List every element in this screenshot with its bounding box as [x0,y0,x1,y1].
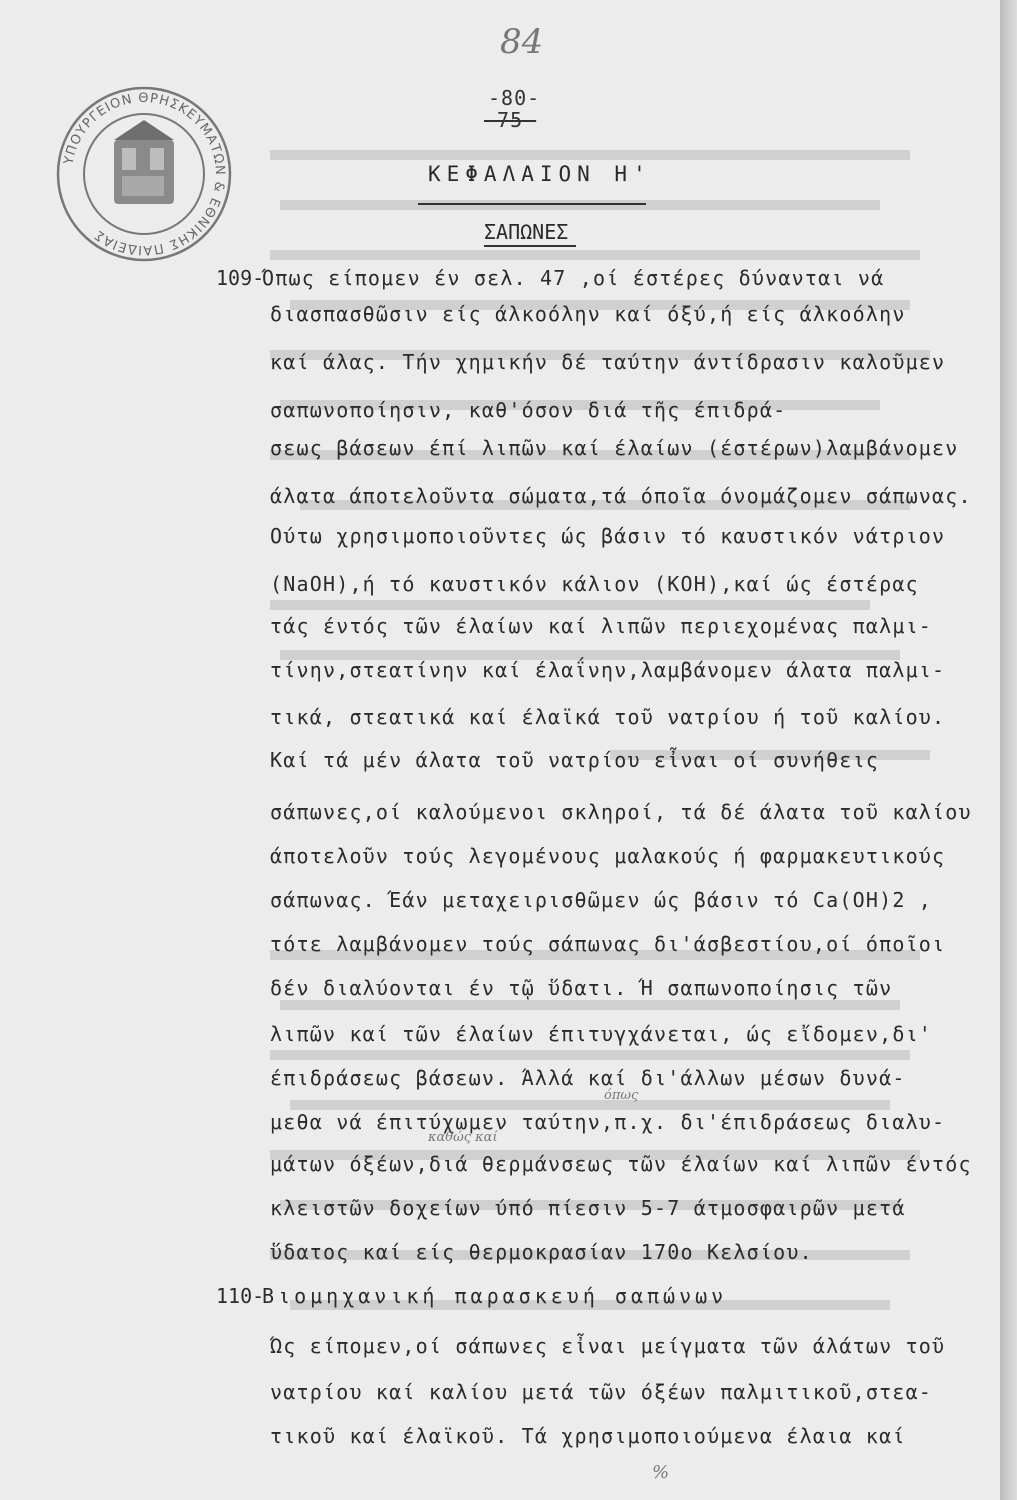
body-line: δέν διαλύονται έν τῷ ὕδατι. Ή σαπωνοποίησις τῶν [270,976,893,1000]
body-line: σαπωνοποίησιν, καθ'όσον διά τῆς έπιδρά- [270,398,787,422]
handwritten-insert: όπως [604,1088,639,1103]
body-line: τίνην,στεατίνην καί έλαΐνην,λαμβάνομεν άλατα παλμι- [270,658,946,682]
page-edge [1000,0,1017,1500]
handwritten-insert: καθώς καί [428,1130,498,1145]
chapter-subtitle: ΣΑΠΩΝΕΣ [484,220,569,244]
stamp-text: ΥΠΟΥΡΓΕΙΟΝ ΘΡΗΣΚΕΥΜΑΤΩΝ & ΕΘΝΙΚΗΣ ΠΑΙΔΕΙΑΣ [61,90,228,258]
page-number: -80- [488,86,541,110]
body-line: σάπωνας. Έάν μεταχειρισθῶμεν ώς βάσιν τό Ca(OH)2 , [270,888,933,912]
body-line: άλατα άποτελοῦντα σώματα,τά όποῖα όνομάζομεν σάπωνας. [270,484,972,508]
handwritten-page-number: 84 [500,22,544,62]
subtitle-underline [484,245,576,247]
body-line: άποτελοῦν τούς λεγομένους μαλακούς ή φαρμακευτικούς [270,844,946,868]
body-line: σεως βάσεων έπί λιπῶν καί έλαίων (έστέρων)λαμβάνομεν [270,436,959,460]
body-line: (NaOH),ή τό καυστικόν κάλιον (KOH),καί ώς έστέρας [270,572,919,596]
body-line: ὕδατος καί είς θερμοκρασίαν 170ο Κελσίου. [270,1240,813,1264]
body-line: σάπωνες,οί καλούμενοι σκληροί, τά δέ άλατα τοῦ καλίου [270,800,972,824]
title-underline [418,203,646,205]
footer-mark: % [652,1462,670,1483]
body-line: διασπασθῶσιν είς άλκοόλην καί όξύ,ή είς άλκοόλην [270,302,906,326]
section-heading: Βιομηχανική παρασκευή σαπώνων [262,1284,728,1308]
body-line: Όπως είπομεν έν σελ. 47 ,οί έστέρες δύνανται νά [262,266,885,290]
body-line: κλειστῶν δοχείων ύπό πίεσιν 5-7 άτμοσφαιρῶν μετά [270,1196,906,1220]
body-line: τάς έντός τῶν έλαίων καί λιπῶν περιεχομένας παλμι- [270,614,933,638]
section-number: 110- [216,1284,265,1308]
body-line: τικοῦ καί έλαϊκοῦ. Τά χρησιμοποιούμενα έλαια καί [270,1424,906,1448]
body-line: Ούτω χρησιμοποιοῦντες ώς βάσιν τό καυστικόν νάτριον [270,524,946,548]
body-line: μάτων όξέων,διά θερμάνσεως τῶν έλαίων καί λιπῶν έντός [270,1152,972,1176]
body-line: Καί τά μέν άλατα τοῦ νατρίου εἶναι οί συνήθεις [270,748,880,772]
body-line: μεθα νά έπιτύχωμεν ταύτην,π.χ. δι'έπιδράσεως διαλυ- [270,1110,946,1134]
chapter-title: ΚΕΦΑΛΑΙΟΝ Η' [428,162,652,186]
body-line: Ώς είπομεν,οί σάπωνες εἶναι μείγματα τῶν άλάτων τοῦ [270,1334,946,1358]
body-line: τότε λαμβάνομεν τούς σάπωνας δι'άσβεστίου,οί όποῖοι [270,932,946,956]
ministry-stamp [52,82,236,266]
body-line: νατρίου καί καλίου μετά τῶν όξέων παλμιτικοῦ,στεα- [270,1380,933,1404]
body-line: λιπῶν καί τῶν έλαίων έπιτυγχάνεται, ώς εἴδομεν,δι' [270,1022,933,1046]
body-line: τικά, στεατικά καί έλαϊκά τοῦ νατρίου ή τοῦ καλίου. [270,705,946,729]
page-number-struck: -75- [484,108,537,132]
section-number: 109- [216,266,265,290]
body-line: έπιδράσεως βάσεων. Άλλά καί δι'άλλων μέσων δυνά- [270,1066,906,1090]
body-line: καί άλας. Τήν χημικήν δέ ταύτην άντίδρασιν καλοῦμεν [270,350,946,374]
